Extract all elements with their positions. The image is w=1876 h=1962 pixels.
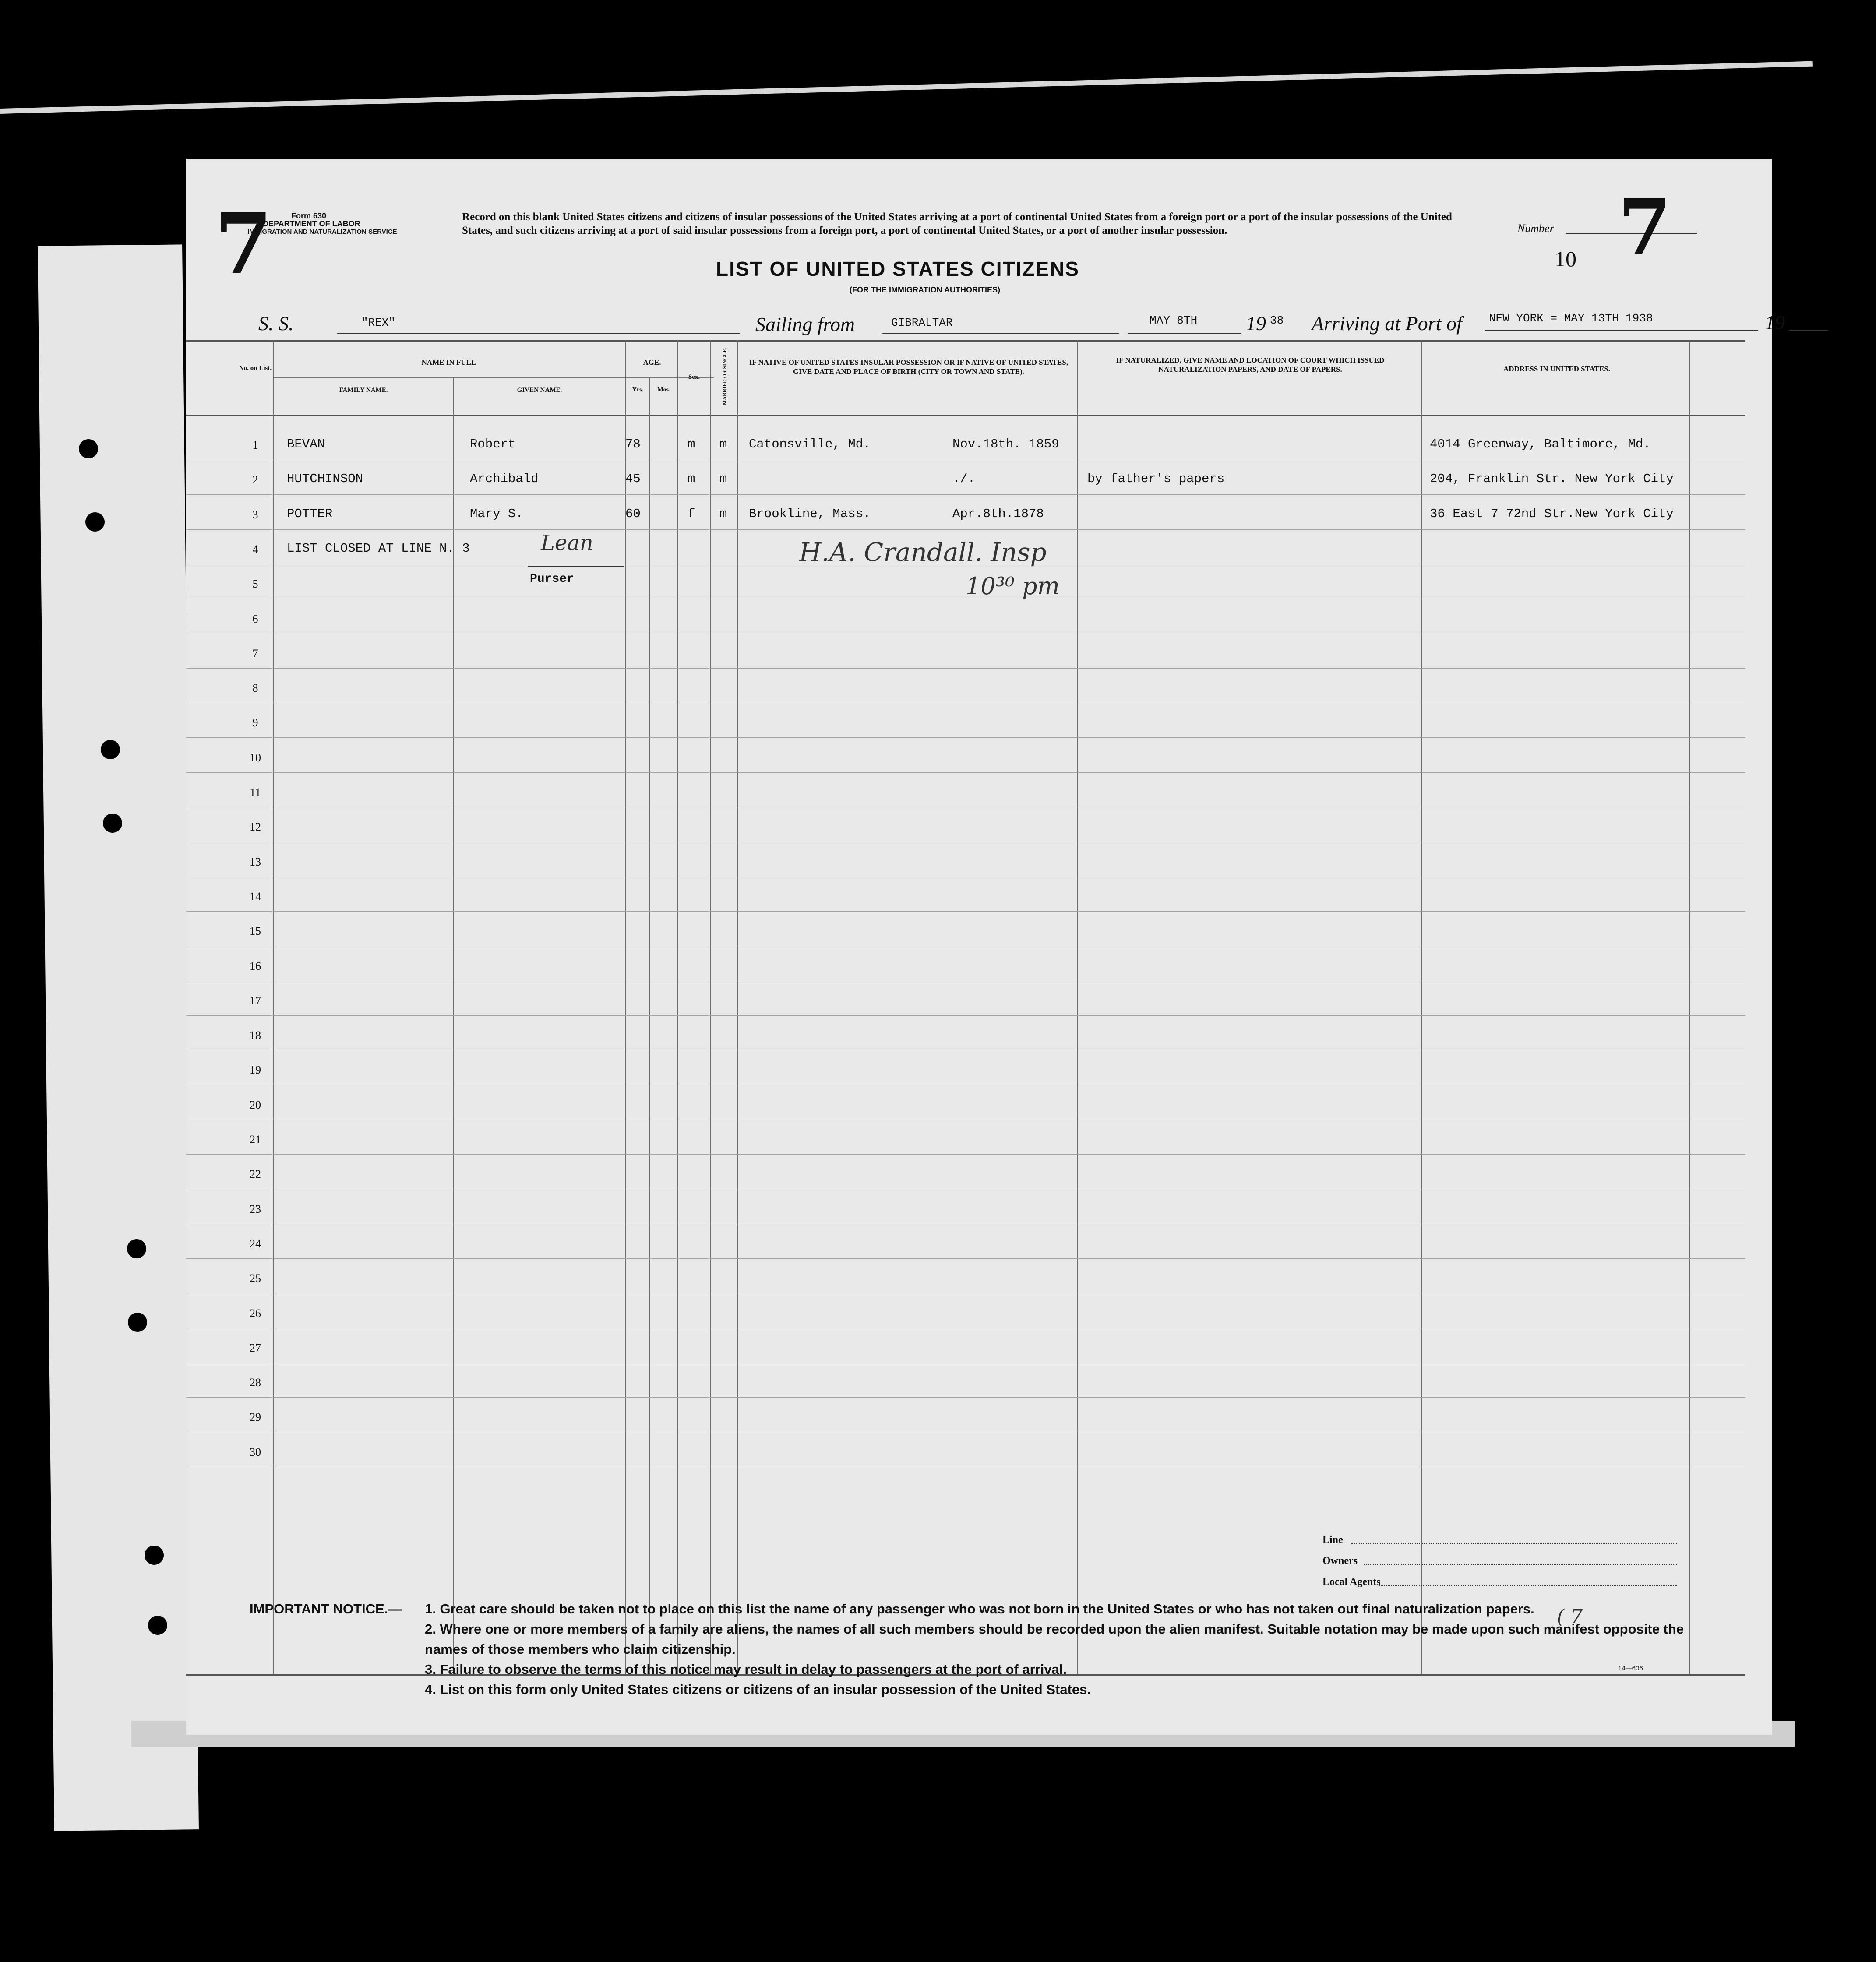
cell-family: LIST CLOSED AT LINE N. 3 <box>287 541 470 556</box>
cell-yrs: 45 <box>625 472 641 486</box>
time-note: 10³⁰ pm <box>966 572 1060 600</box>
row-number: 17 <box>250 994 261 1007</box>
col-divider <box>677 340 678 1676</box>
row-number: 21 <box>250 1133 261 1146</box>
cell-birth-date: Nov.18th. 1859 <box>952 437 1059 451</box>
notice-list <box>425 1599 1695 1700</box>
row-number: 10 <box>250 751 261 764</box>
row-number: 13 <box>250 855 261 868</box>
header-name-in-full: NAME IN FULL <box>421 358 476 366</box>
notice-item: 2. Where one or more members of a family are aliens, the names of all such members should be recorded upon the alien manifest. Suitable notation may be made upon such manifest opposite the names of those members who claim citizenship. <box>425 1621 1684 1657</box>
header-married: MARRIED OR SINGLE. <box>721 348 728 405</box>
header-naturalized: IF NATURALIZED, GIVE NAME AND LOCATION OF COURT WHICH ISSUED NATURALIZATION PAPERS, AND DATE OF PAPERS. <box>1116 356 1385 374</box>
page-subtitle: (FOR THE IMMIGRATION AUTHORITIES) <box>850 285 1000 294</box>
header-birth: IF NATIVE OF UNITED STATES INSULAR POSSESSION OR IF NATIVE OF UNITED STATES, GIVE DATE AND PLACE OF BIRTH (CITY OR TOWN AND STATE). <box>749 358 1068 376</box>
header-mos: Mos. <box>657 387 670 393</box>
header-sex: Sex. <box>688 373 700 380</box>
cell-birth-place: Brookline, Mass. <box>749 506 871 521</box>
number-label: Number <box>1517 222 1554 235</box>
inspector-signature: H.A. Crandall. Insp <box>799 537 1047 567</box>
year-prefix: 19 <box>1246 312 1266 335</box>
cell-given: Archibald <box>470 472 539 486</box>
sailing-label: Sailing from <box>755 313 855 335</box>
row-number: 5 <box>252 578 258 591</box>
purser-signature-line <box>528 566 624 567</box>
row-number: 6 <box>252 612 258 625</box>
number-value: 7 <box>1618 183 1671 272</box>
row-number: 14 <box>250 890 261 903</box>
header-no: No. on List. <box>239 365 272 372</box>
row-number: 1 <box>252 439 258 451</box>
cell-sex: f <box>688 506 695 521</box>
service-label: IMMIGRATION AND NATURALIZATION SERVICE <box>247 228 397 236</box>
arriving-label: Arriving at Port of <box>1312 312 1462 335</box>
scanner-edge <box>0 61 1813 114</box>
punch-hole <box>128 1313 147 1332</box>
row-number: 9 <box>252 716 258 729</box>
cell-birth-place: Catonsville, Md. <box>749 437 871 451</box>
notice-item: 1. Great care should be taken not to place on this list the name of any passenger who was not born in the United States or who has not taken out final naturalization papers. <box>425 1601 1534 1617</box>
line-field <box>1351 1543 1677 1544</box>
row-number: 19 <box>250 1064 261 1077</box>
port-to: NEW YORK = MAY 13TH 1938 <box>1489 312 1653 325</box>
form-code: 14—606 <box>1618 1665 1643 1672</box>
agents-field <box>1379 1585 1677 1586</box>
record-instructions: Record on this blank United States citizens and citizens of insular possessions of the United States arriving at a port of continental United States from a foreign port or a port of the insular possessions of the United States, and such citizens arriving at a port of said insular possessions from a foreign port, a port of continental United States, or a port of another insular possession. <box>462 211 1452 236</box>
row-number: 24 <box>250 1237 261 1250</box>
row-number: 18 <box>250 1029 261 1042</box>
line-label: Line <box>1322 1534 1343 1546</box>
row-number: 3 <box>252 508 258 521</box>
port-from-line <box>882 333 1119 334</box>
col-divider <box>1077 340 1078 1676</box>
row-rule <box>186 1015 1745 1016</box>
cell-address: 4014 Greenway, Baltimore, Md. <box>1430 437 1651 451</box>
cell-family: HUTCHINSON <box>287 472 363 486</box>
date-from: MAY 8TH <box>1150 314 1198 327</box>
cell-birth-date: ./. <box>952 472 976 486</box>
cell-family: POTTER <box>287 506 333 521</box>
year-to-prefix: 19 <box>1765 311 1785 334</box>
col-divider <box>1421 340 1422 1676</box>
row-rule <box>186 668 1745 669</box>
header-given-name: GIVEN NAME. <box>517 387 562 394</box>
row-rule <box>186 911 1745 912</box>
col-divider <box>273 340 274 1676</box>
row-rule <box>186 1154 1745 1155</box>
col-divider <box>625 340 626 1676</box>
col-divider <box>737 340 738 1676</box>
row-number: 23 <box>250 1202 261 1215</box>
row-number: 26 <box>250 1307 261 1320</box>
cell-family: BEVAN <box>287 437 325 451</box>
cell-naturalized: by father's papers <box>1087 472 1225 486</box>
punch-hole <box>101 740 120 759</box>
date-from-line <box>1128 333 1241 334</box>
cell-yrs: 60 <box>625 506 641 521</box>
name-sub-border <box>274 377 714 378</box>
row-number: 16 <box>250 959 261 972</box>
cell-married: m <box>719 506 727 521</box>
row-number: 20 <box>250 1098 261 1111</box>
year-to-line <box>1789 330 1828 331</box>
year-from: 38 <box>1270 314 1284 327</box>
row-number: 27 <box>250 1341 261 1354</box>
agents-label: Local Agents <box>1322 1576 1381 1588</box>
header-address: ADDRESS IN UNITED STATES. <box>1503 365 1611 373</box>
notice-item: 4. List on this form only United States citizens or citizens of an insular possession of the United States. <box>425 1682 1091 1697</box>
row-rule <box>186 529 1745 530</box>
cell-yrs: 78 <box>625 437 641 451</box>
row-number: 12 <box>250 821 261 834</box>
row-number: 29 <box>250 1411 261 1424</box>
col-divider <box>710 340 711 1676</box>
form-number: Form 630 <box>291 211 327 220</box>
punch-hole <box>79 439 98 458</box>
number-sub: 10 <box>1555 247 1576 271</box>
cell-address: 204, Franklin Str. New York City <box>1430 472 1674 486</box>
cell-married: m <box>719 472 727 486</box>
row-number: 8 <box>252 682 258 695</box>
row-rule <box>186 737 1745 738</box>
department-label: DEPARTMENT OF LABOR <box>263 219 360 228</box>
notice-item: 3. Failure to observe the terms of this notice may result in delay to passengers at the port of arrival. <box>425 1662 1067 1677</box>
ship-name: "REX" <box>361 316 396 329</box>
notice-title: IMPORTANT NOTICE.— <box>250 1601 402 1617</box>
row-number: 25 <box>250 1272 261 1285</box>
col-divider <box>453 377 454 1676</box>
row-number: 30 <box>250 1445 261 1458</box>
cell-sex: m <box>688 472 695 486</box>
ship-line <box>337 333 740 334</box>
header-yrs: Yrs. <box>632 387 644 393</box>
cell-married: m <box>719 437 727 451</box>
row-number: 4 <box>252 542 258 556</box>
port-from: GIBRALTAR <box>891 316 953 329</box>
row-rule <box>186 1258 1745 1259</box>
col-divider <box>1689 340 1690 1676</box>
punch-hole <box>127 1239 146 1258</box>
header-family-name: FAMILY NAME. <box>339 387 388 394</box>
punch-hole <box>85 512 105 532</box>
ss-label: S. S. <box>258 312 294 335</box>
row-rule <box>186 1397 1745 1398</box>
row-number: 15 <box>250 925 261 938</box>
under-page <box>38 244 199 1831</box>
row-number: 22 <box>250 1168 261 1181</box>
punch-hole <box>145 1546 164 1565</box>
punch-hole <box>103 814 122 833</box>
row-number: 28 <box>250 1376 261 1389</box>
page-title: LIST OF UNITED STATES CITIZENS <box>716 257 1080 280</box>
cell-address: 36 East 7 72nd Str.New York City <box>1430 506 1674 521</box>
purser-label: Purser <box>530 572 574 586</box>
row-rule <box>186 772 1745 773</box>
table-header-border <box>186 415 1745 416</box>
col-divider <box>649 377 650 1676</box>
cell-given: Robert <box>470 437 516 451</box>
table-top-border <box>186 340 1745 342</box>
row-number: 11 <box>250 786 261 799</box>
header-age: AGE. <box>643 358 661 366</box>
corner-number: 7 <box>215 195 273 292</box>
cell-given: Mary S. <box>470 506 523 521</box>
punch-hole <box>148 1616 167 1635</box>
cell-birth-date: Apr.8th.1878 <box>952 506 1044 521</box>
row-number: 2 <box>252 473 258 486</box>
bottom-mark: ( 7 <box>1557 1606 1583 1628</box>
owners-field <box>1364 1564 1677 1565</box>
row-rule <box>186 494 1745 495</box>
row-number: 7 <box>252 647 258 660</box>
owners-label: Owners <box>1322 1555 1358 1567</box>
cell-sex: m <box>688 437 695 451</box>
port-to-line <box>1485 330 1758 331</box>
purser-signature: Lean <box>541 531 593 555</box>
citizen-list-form <box>186 159 1785 1735</box>
